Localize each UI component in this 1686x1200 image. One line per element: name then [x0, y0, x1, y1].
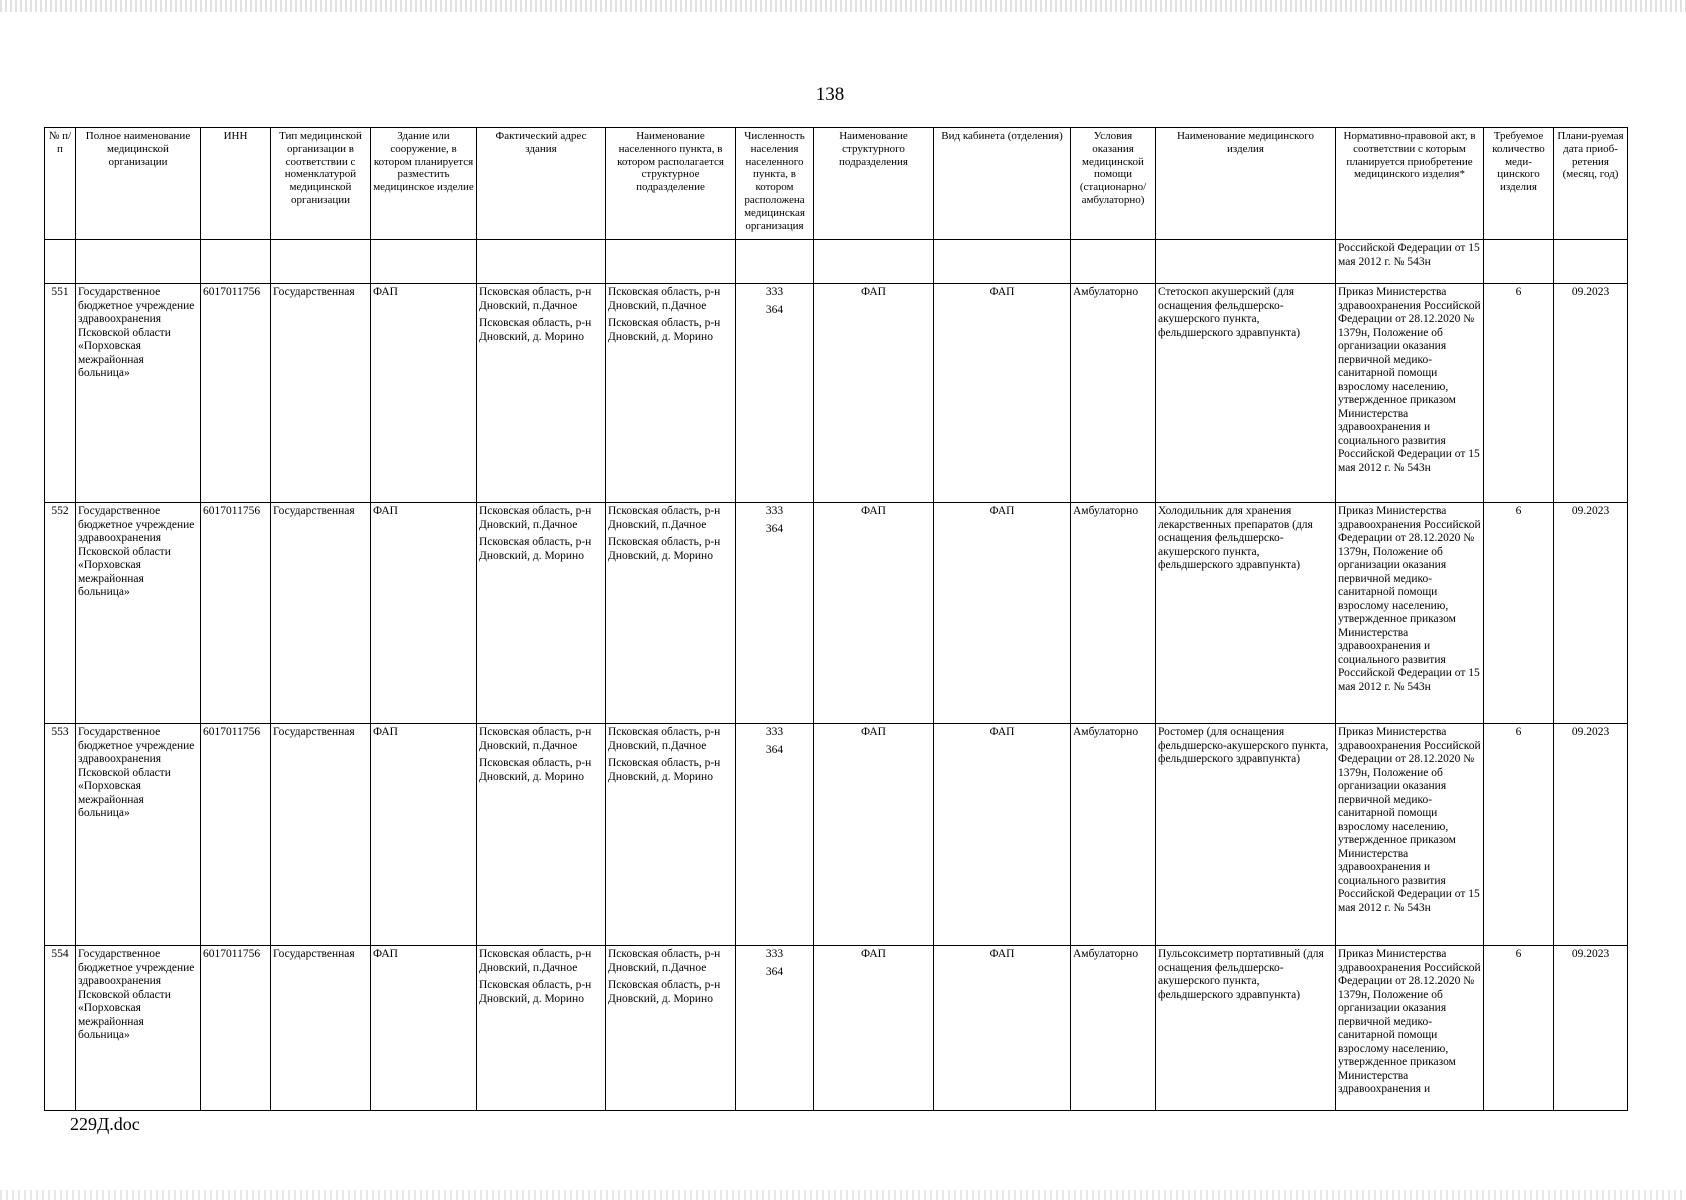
population-2: 364 — [765, 743, 784, 756]
structural-unit: ФАП — [814, 946, 934, 1111]
care-conditions: Амбулаторно — [1071, 724, 1156, 946]
table-row — [45, 284, 1628, 503]
address-1: Псковская область, р-н Дновский, п.Дачное — [479, 286, 592, 312]
building: ФАП — [371, 284, 477, 503]
legal-act: Приказ Министерства здравоохранения Российской Федерации от 28.12.2020 № 1379н, Положение об организации оказания первичной медико-санитарной помощи взрослому населению, утвержденное приказом Министерства здравоохранения и социального развития Российской Федерации от 15 мая 2012 г. № 543н — [1336, 284, 1484, 503]
org-type: Государственная — [271, 503, 371, 724]
actual-address — [477, 724, 606, 946]
purchase-date: 09.2023 — [1554, 946, 1628, 1111]
header-act: Нормативно-правовой акт, в соответствии с которым планируется приобретение медицинского изделия* — [1336, 128, 1484, 240]
locality-1: Псковская область, р-н Дновский, п.Дачное — [608, 726, 721, 752]
scan-edge-bottom — [0, 1190, 1686, 1200]
org-type: Государственная — [271, 946, 371, 1111]
device-name: Стетоскоп акушерский (для оснащения фельдшерско-акушерского пункта, фельдшерского здравпункта) — [1156, 284, 1336, 503]
structural-unit: ФАП — [814, 724, 934, 946]
locality-2: Псковская область, р-н Дновский, д. Морино — [608, 317, 721, 343]
quantity: 6 — [1484, 284, 1554, 503]
population-2: 364 — [765, 965, 784, 978]
population-2: 364 — [765, 303, 784, 316]
locality-2: Псковская область, р-н Дновский, д. Морино — [608, 757, 721, 783]
legal-act: Приказ Министерства здравоохранения Российской Федерации от 28.12.2020 № 1379н, Положение об организации оказания первичной медико-санитарной помощи взрослому населению, утвержденное приказом Министерства здравоохранения и социального развития Российской Федерации от 15 мая 2012 г. № 543н — [1336, 724, 1484, 946]
device-name: Ростомер (для оснащения фельдшерско-акушерского пункта, фельдшерского здравпункта) — [1156, 724, 1336, 946]
locality — [606, 724, 736, 946]
purchase-date: 09.2023 — [1554, 503, 1628, 724]
table-header-row — [45, 128, 1628, 240]
org-name: Государственное бюджетное учреждение здравоохранения Псковской области «Порховская межрайонная больница» — [76, 946, 201, 1111]
header-qty: Требуемое количество меди-цинского изделия — [1484, 128, 1554, 240]
care-conditions: Амбулаторно — [1071, 946, 1156, 1111]
structural-unit: ФАП — [814, 284, 934, 503]
locality-1: Псковская область, р-н Дновский, п.Дачное — [608, 948, 721, 974]
table-row — [45, 503, 1628, 724]
cabinet-type: ФАП — [934, 503, 1071, 724]
building: ФАП — [371, 503, 477, 724]
cabinet-type: ФАП — [934, 946, 1071, 1111]
inn: 6017011756 — [201, 284, 271, 503]
actual-address — [477, 503, 606, 724]
address-2: Псковская область, р-н Дновский, д. Морино — [479, 757, 592, 783]
actual-address — [477, 946, 606, 1111]
actual-address — [477, 284, 606, 503]
row-num: 553 — [45, 724, 76, 946]
row-num: 551 — [45, 284, 76, 503]
org-type: Государственная — [271, 724, 371, 946]
population — [736, 503, 814, 724]
purchase-date: 09.2023 — [1554, 284, 1628, 503]
address-1: Псковская область, р-н Дновский, п.Дачное — [479, 726, 592, 752]
table-row — [45, 724, 1628, 946]
header-num: № п/п — [45, 128, 76, 240]
population-1: 333 — [765, 726, 784, 738]
structural-unit: ФАП — [814, 503, 934, 724]
continuation-row — [45, 240, 1628, 284]
legal-act: Приказ Министерства здравоохранения Российской Федерации от 28.12.2020 № 1379н, Положение об организации оказания первичной медико-санитарной помощи взрослому населению, утвержденное приказом Министерства здравоохранения и социального развития Российской Федерации от 15 мая 2012 г. № 543н — [1336, 503, 1484, 724]
inn: 6017011756 — [201, 503, 271, 724]
address-2: Псковская область, р-н Дновский, д. Морино — [479, 317, 592, 343]
population-1: 333 — [765, 286, 784, 298]
header-type: Тип медицинской организации в соответствии с номенклатурой медицинской организации — [271, 128, 371, 240]
org-name: Государственное бюджетное учреждение здравоохранения Псковской области «Порховская межрайонная больница» — [76, 724, 201, 946]
address-1: Псковская область, р-н Дновский, п.Дачное — [479, 948, 592, 974]
quantity: 6 — [1484, 503, 1554, 724]
equipment-table — [44, 127, 1628, 1111]
cabinet-type: ФАП — [934, 284, 1071, 503]
locality — [606, 946, 736, 1111]
device-name: Холодильник для хранения лекарственных препаратов (для оснащения фельдшерско-акушерского пункта, фельдшерского здравпункта) — [1156, 503, 1336, 724]
header-cabinet: Вид кабинета (отделения) — [934, 128, 1071, 240]
header-locality: Наименование населенного пункта, в котором располагается структурное подразделение — [606, 128, 736, 240]
population — [736, 284, 814, 503]
population-1: 333 — [765, 948, 784, 960]
quantity: 6 — [1484, 724, 1554, 946]
header-inn: ИНН — [201, 128, 271, 240]
org-name: Государственное бюджетное учреждение здравоохранения Псковской области «Порховская межрайонная больница» — [76, 503, 201, 724]
table-row — [45, 946, 1628, 1111]
header-address: Фактический адрес здания — [477, 128, 606, 240]
header-device: Наименование медицинского изделия — [1156, 128, 1336, 240]
locality-2: Псковская область, р-н Дновский, д. Морино — [608, 979, 721, 1005]
population — [736, 946, 814, 1111]
header-unit: Наименование структурного подразделения — [814, 128, 934, 240]
inn: 6017011756 — [201, 724, 271, 946]
locality — [606, 284, 736, 503]
population — [736, 724, 814, 946]
org-type: Государственная — [271, 284, 371, 503]
building: ФАП — [371, 724, 477, 946]
locality — [606, 503, 736, 724]
row-num: 552 — [45, 503, 76, 724]
header-building: Здание или сооружение, в котором планируется разместить медицинское изделие — [371, 128, 477, 240]
continuation-act: Российской Федерации от 15 мая 2012 г. № 543н — [1336, 240, 1484, 284]
header-population: Численность населения населенного пункта, в котором расположена медицинская организация — [736, 128, 814, 240]
header-org: Полное наименование медицинской организации — [76, 128, 201, 240]
device-name: Пульсоксиметр портативный (для оснащения фельдшерско-акушерского пункта, фельдшерского здравпункта) — [1156, 946, 1336, 1111]
row-num: 554 — [45, 946, 76, 1111]
header-date: Плани-руемая дата приоб-ретения (месяц, год) — [1554, 128, 1628, 240]
document-filename: 229Д.doc — [70, 1114, 140, 1134]
address-1: Псковская область, р-н Дновский, п.Дачное — [479, 505, 592, 531]
scan-edge-top — [0, 0, 1686, 12]
inn: 6017011756 — [201, 946, 271, 1111]
locality-2: Псковская область, р-н Дновский, д. Морино — [608, 536, 721, 562]
purchase-date: 09.2023 — [1554, 724, 1628, 946]
building: ФАП — [371, 946, 477, 1111]
cabinet-type: ФАП — [934, 724, 1071, 946]
locality-1: Псковская область, р-н Дновский, п.Дачное — [608, 286, 721, 312]
population-2: 364 — [765, 522, 784, 535]
legal-act: Приказ Министерства здравоохранения Российской Федерации от 28.12.2020 № 1379н, Положение об организации оказания первичной медико-санитарной помощи взрослому населению, утвержденное приказом Министерства здравоохранения и — [1336, 946, 1484, 1111]
care-conditions: Амбулаторно — [1071, 503, 1156, 724]
care-conditions: Амбулаторно — [1071, 284, 1156, 503]
org-name: Государственное бюджетное учреждение здравоохранения Псковской области «Порховская межрайонная больница» — [76, 284, 201, 503]
locality-1: Псковская область, р-н Дновский, п.Дачное — [608, 505, 721, 531]
address-2: Псковская область, р-н Дновский, д. Морино — [479, 536, 592, 562]
population-1: 333 — [765, 505, 784, 517]
quantity: 6 — [1484, 946, 1554, 1111]
page-number: 138 — [815, 84, 845, 105]
header-conditions: Условия оказания медицинской помощи (стационарно/ амбулаторно) — [1071, 128, 1156, 240]
address-2: Псковская область, р-н Дновский, д. Морино — [479, 979, 592, 1005]
